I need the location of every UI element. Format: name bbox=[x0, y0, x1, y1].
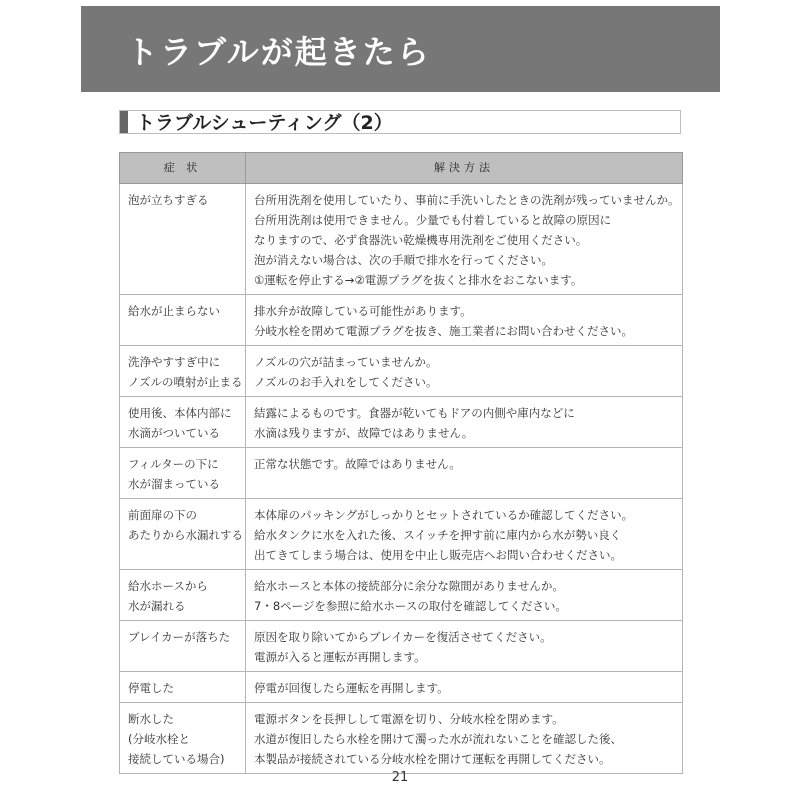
symptom-text: ブレイカーが落ちた bbox=[128, 630, 231, 644]
symptom-text: フィルターの下に bbox=[128, 457, 219, 471]
symptom-text: 接続している場合) bbox=[128, 752, 225, 766]
section-accent-bar bbox=[120, 111, 128, 133]
symptom-text: (分岐水栓と bbox=[128, 732, 190, 746]
symptom-cell bbox=[120, 703, 246, 774]
symptom-cell bbox=[120, 570, 246, 621]
symptom-text: あたりから水漏れする bbox=[128, 528, 243, 542]
solution-text: 原因を取り除いてからブレイカーを復活させてください。 bbox=[254, 630, 552, 644]
table-header-row bbox=[120, 153, 683, 184]
solution-text: 泡が消えない場合は、次の手順で排水を行ってください。 bbox=[254, 253, 553, 267]
table-row bbox=[120, 703, 683, 774]
symptom-cell bbox=[120, 397, 246, 448]
solution-cell bbox=[246, 570, 683, 621]
symptom-text: 前面扉の下の bbox=[128, 508, 197, 522]
symptom-cell bbox=[120, 295, 246, 346]
chapter-title: トラブルが起きたら bbox=[126, 33, 431, 71]
solution-cell bbox=[246, 703, 683, 774]
table-row bbox=[120, 346, 683, 397]
solution-text: なりますので、必ず食器洗い乾燥機専用洗剤をご使用ください。 bbox=[254, 233, 588, 247]
solution-text: 7・8ページを参照に給水ホースの取付を確認してください。 bbox=[254, 599, 567, 613]
table-row bbox=[120, 295, 683, 346]
symptom-text: 泡が立ちすぎる bbox=[128, 193, 209, 207]
symptom-text: 洗浄やすすぎ中に bbox=[128, 355, 221, 369]
solution-text: 本体扉のパッキングがしっかりとセットされているか確認してください。 bbox=[254, 508, 634, 522]
solution-text: 正常な状態です。故障ではありません。 bbox=[254, 457, 461, 471]
solution-text: 結露によるものです。食器が乾いてもドアの内側や庫内などに bbox=[254, 406, 575, 420]
solution-cell bbox=[246, 448, 683, 499]
solution-text: 水滴は残りますが、故障ではありません。 bbox=[254, 426, 474, 440]
solution-text: ノズルの穴が詰まっていませんか。 bbox=[254, 355, 438, 369]
section-header bbox=[119, 110, 681, 134]
symptom-text: 使用後、本体内部に bbox=[128, 406, 232, 420]
symptom-cell bbox=[120, 448, 246, 499]
solution-text: 水道が復旧したら水栓を開けて濁った水が流れないことを確認した後、 bbox=[254, 732, 622, 746]
page-number: 21 bbox=[391, 770, 409, 785]
symptom-text: 停電した bbox=[128, 681, 174, 695]
table-row bbox=[120, 621, 683, 672]
table-row bbox=[120, 672, 683, 703]
solution-text: 給水ホースと本体の接続部分に余分な隙間がありませんか。 bbox=[254, 579, 564, 593]
symptom-text: 水が漏れる bbox=[128, 599, 186, 613]
symptom-cell bbox=[120, 672, 246, 703]
solution-text: 給水タンクに水を入れた後、スイッチを押す前に庫内から水が勢い良く bbox=[254, 528, 622, 542]
solution-cell bbox=[246, 184, 683, 295]
column-header-solution: 解決方法 bbox=[246, 153, 683, 184]
solution-text: 電源ボタンを長押しして電源を切り、分岐水栓を閉めます。 bbox=[254, 712, 564, 726]
symptom-text: ノズルの噴射が止まる bbox=[128, 375, 243, 389]
table-row bbox=[120, 397, 683, 448]
symptom-cell bbox=[120, 499, 246, 570]
symptom-text: 給水ホースから bbox=[128, 579, 208, 593]
solution-cell bbox=[246, 672, 683, 703]
table-row bbox=[120, 184, 683, 295]
solution-cell bbox=[246, 295, 683, 346]
solution-cell bbox=[246, 397, 683, 448]
solution-text: 台所用洗剤は使用できません。少量でも付着していると故障の原因に bbox=[254, 213, 612, 227]
solution-text: 台所用洗剤を使用していたり、事前に手洗いしたときの洗剤が残っていませんか。 bbox=[254, 193, 680, 207]
symptom-text: 断水した bbox=[128, 712, 174, 726]
symptom-cell bbox=[120, 346, 246, 397]
column-header-symptom: 症 状 bbox=[120, 153, 246, 184]
table-row bbox=[120, 448, 683, 499]
solution-cell bbox=[246, 346, 683, 397]
troubleshooting-table bbox=[119, 152, 683, 774]
section-title: トラブルシューティング（2） bbox=[136, 112, 393, 134]
solution-text: 分岐水栓を閉めて電源プラグを抜き、施工業者にお問い合わせください。 bbox=[254, 324, 634, 338]
solution-text: 停電が回復したら運転を再開します。 bbox=[254, 681, 449, 695]
symptom-text: 水が溜まっている bbox=[128, 477, 220, 491]
solution-text: 出てきてしまう場合は、使用を中止し販売店へお問い合わせください。 bbox=[254, 548, 622, 562]
table-row bbox=[120, 499, 683, 570]
solution-text: ノズルのお手入れをしてください。 bbox=[254, 375, 438, 389]
chapter-banner bbox=[81, 6, 720, 92]
table-row bbox=[120, 570, 683, 621]
symptom-cell bbox=[120, 184, 246, 295]
solution-cell bbox=[246, 499, 683, 570]
solution-text: 電源が入ると運転が再開します。 bbox=[254, 650, 426, 664]
solution-text: 本製品が接続されている分岐水栓を開けて運転を再開してください。 bbox=[254, 752, 611, 766]
symptom-text: 給水が止まらない bbox=[128, 304, 220, 318]
solution-cell bbox=[246, 621, 683, 672]
solution-text: 排水弁が故障している可能性があります。 bbox=[254, 304, 472, 318]
symptom-cell bbox=[120, 621, 246, 672]
symptom-text: 水滴がついている bbox=[128, 426, 220, 440]
solution-text: ①運転を停止する→②電源プラグを抜くと排水をおこないます。 bbox=[254, 273, 583, 287]
